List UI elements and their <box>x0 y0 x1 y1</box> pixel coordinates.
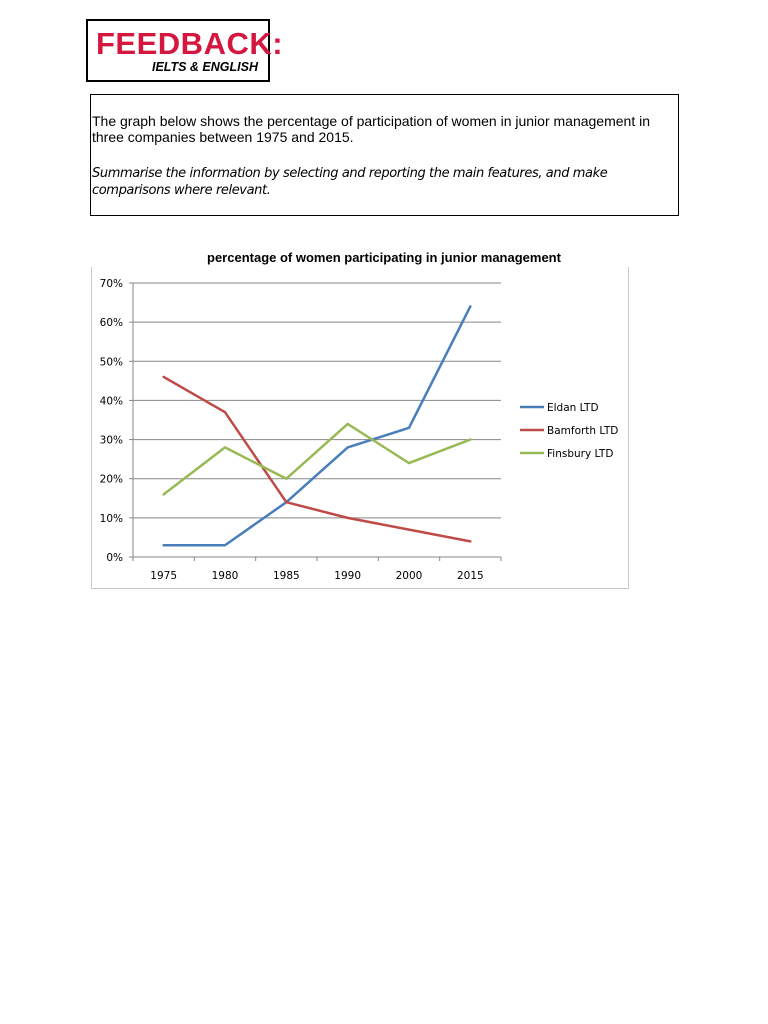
legend-label: Bamforth LTD <box>547 425 619 437</box>
y-tick-label: 70% <box>99 278 123 290</box>
x-tick-label: 2000 <box>395 570 423 582</box>
y-tick-label: 40% <box>99 395 123 408</box>
task-instruction: Summarise the information by selecting and reporting the main features, and make comparisons where relevant. <box>92 166 608 198</box>
gridlines <box>133 283 501 518</box>
x-tick-label: 1990 <box>334 570 362 582</box>
y-tick-label: 60% <box>99 317 123 330</box>
y-tick-label: 10% <box>99 512 123 525</box>
logo-tagline: IELTS & ENGLISH <box>151 60 258 74</box>
task-prompt: The graph below shows the percentage of participation of women in junior management in three companies between 1975 and 2015. <box>92 113 650 145</box>
y-tick-label: 0% <box>106 552 123 564</box>
series <box>164 306 471 545</box>
x-tick-label: 1985 <box>272 570 300 582</box>
legend-label: Eldan LTD <box>547 402 599 414</box>
legend-label: Finsbury LTD <box>547 448 614 460</box>
logo-colon-icon: : <box>272 26 284 61</box>
series-line-finsbury-ltd <box>164 424 471 494</box>
x-tick-label: 2015 <box>456 570 484 582</box>
logo-text: FEEDBACK <box>96 26 273 61</box>
chart-title: percentage of women participating in junior management <box>207 250 561 265</box>
legend <box>520 402 618 460</box>
x-tick-label: 1975 <box>150 570 178 582</box>
y-tick-label: 30% <box>99 434 123 447</box>
y-tick-label: 20% <box>99 473 123 486</box>
y-tick-label: 50% <box>99 356 123 369</box>
x-tick-label: 1980 <box>211 570 239 582</box>
